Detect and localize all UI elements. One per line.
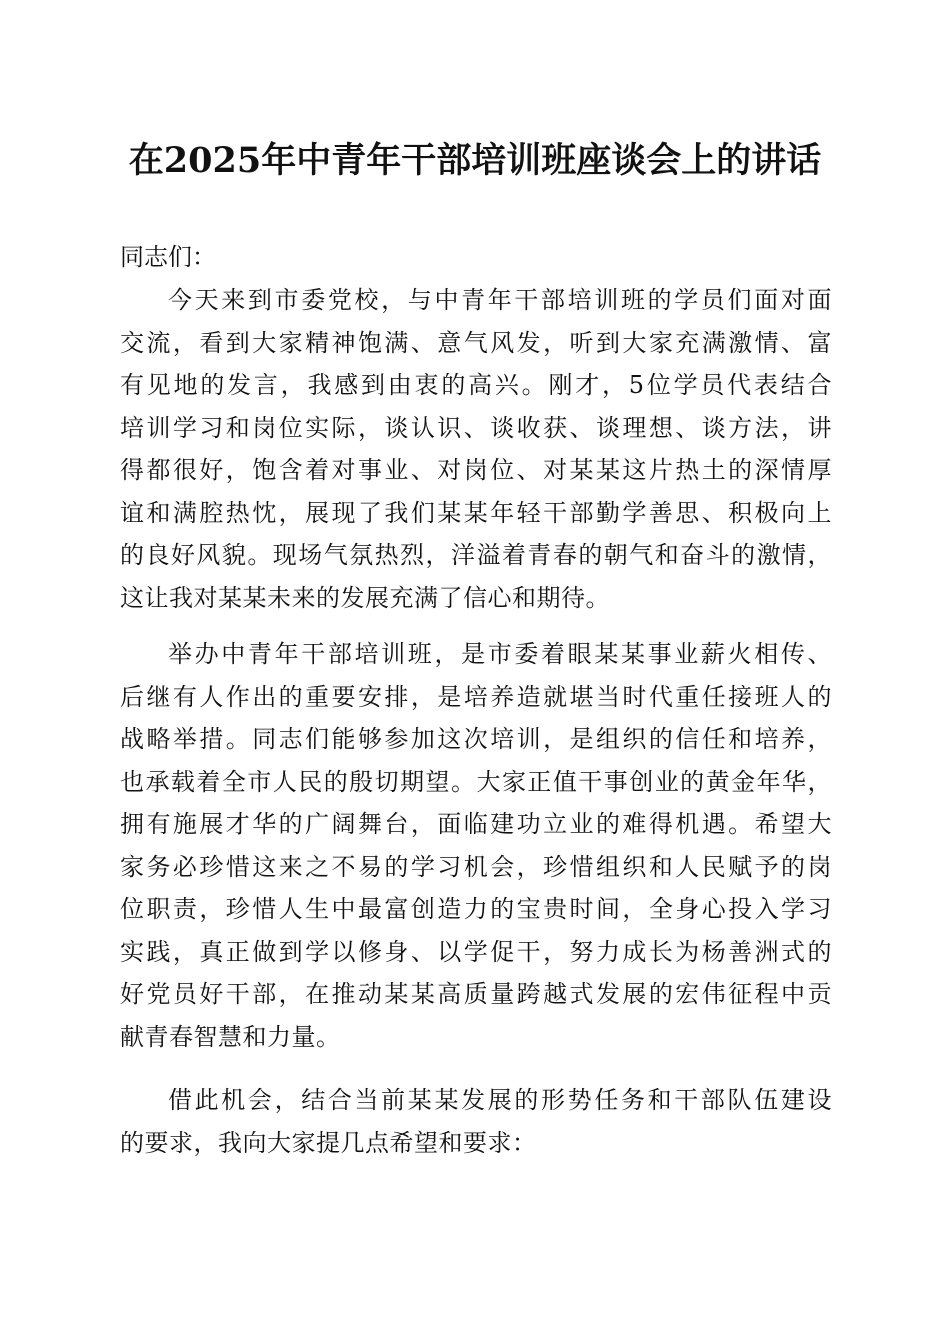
paragraph-line: 借此机会，结合当前某某发展的形势任务和干部队伍建设 <box>168 1086 832 1114</box>
salutation: 同志们： <box>120 243 216 271</box>
paragraph-line: 实践，真正做到学以修身、以学促干，努力成长为杨善洲式的 <box>120 937 832 966</box>
paragraph-line: 位职责，珍惜人生中最富创造力的宝贵时间，全身心投入学习 <box>120 895 832 923</box>
paragraph-2 <box>120 633 832 1058</box>
paragraph-1 <box>120 279 832 619</box>
document-title: 在2025年中青年干部培训班座谈会上的讲话 <box>128 140 822 181</box>
paragraph-line: 好党员好干部，在推动某某高质量跨越式发展的宏伟征程中贡 <box>120 980 832 1008</box>
paragraph-3 <box>120 1079 832 1164</box>
paragraph-line: 培训学习和岗位实际，谈认识、谈收获、谈理想、谈方法，讲 <box>120 413 832 442</box>
paragraph-line: 得都很好，饱含着对事业、对岗位、对某某这片热土的深情厚 <box>120 456 832 484</box>
paragraph-line: 家务必珍惜这来之不易的学习机会，珍惜组织和人民赋予的岗 <box>120 852 832 881</box>
paragraph-line: 这让我对某某未来的发展充满了信心和期待。 <box>120 583 610 612</box>
paragraph-line: 献青春智慧和力量。 <box>120 1022 341 1051</box>
paragraph-line: 战略举措。同志们能够参加这次培训，是组织的信任和培养， <box>120 725 832 753</box>
paragraph-line: 举办中青年干部培训班，是市委着眼某某事业薪火相传、 <box>168 640 832 668</box>
paragraph-line: 后继有人作出的重要安排，是培养造就堪当时代重任接班人的 <box>120 682 832 711</box>
paragraph-line: 今天来到市委党校，与中青年干部培训班的学员们面对面 <box>168 286 832 314</box>
paragraph-line: 有见地的发言，我感到由衷的高兴。刚才，5位学员代表结合 <box>120 371 832 399</box>
paragraph-line: 也承载着全市人民的殷切期望。大家正值干事创业的黄金年华， <box>120 767 832 796</box>
paragraph-line: 的良好风貌。现场气氛热烈，洋溢着青春的朝气和奋斗的激情， <box>120 541 832 569</box>
paragraph-line: 谊和满腔热忱，展现了我们某某年轻干部勤学善思、积极向上 <box>120 498 832 527</box>
paragraph-line: 拥有施展才华的广阔舞台，面临建功立业的难得机遇。希望大 <box>120 810 832 838</box>
paragraph-line: 的要求，我向大家提几点希望和要求： <box>120 1128 537 1157</box>
paragraph-line: 交流，看到大家精神饱满、意气风发，听到大家充满激情、富 <box>120 328 832 357</box>
